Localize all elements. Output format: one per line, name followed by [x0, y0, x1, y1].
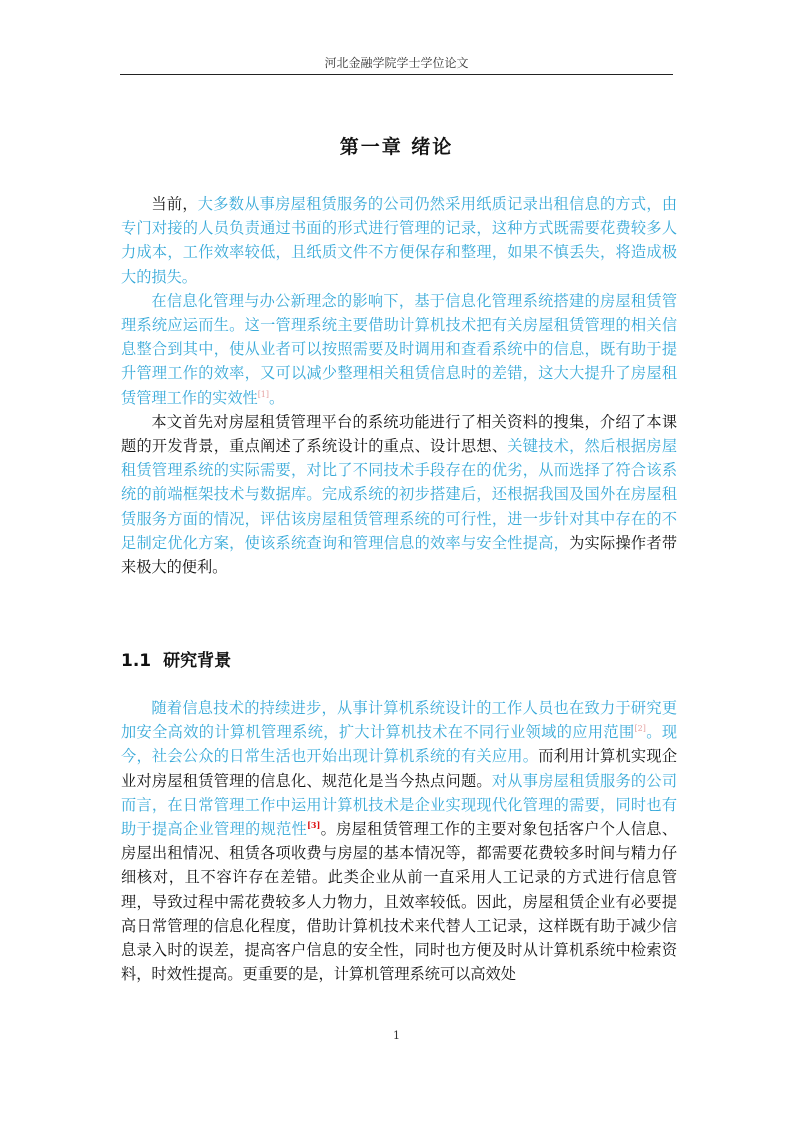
paragraph-text: 。现今，社会公众的日常生活也开始出现计算机系统的有关应用。	[121, 723, 678, 766]
citation-ref[interactable]: [1]	[257, 389, 270, 399]
section-heading	[121, 646, 231, 671]
paragraph-text: 当前，	[151, 195, 198, 213]
paragraph-text: 为实际操作者带来极大的便利。	[121, 533, 678, 577]
section-title: 研究背景	[163, 651, 232, 671]
paragraph	[121, 192, 677, 289]
paragraph	[121, 410, 677, 579]
header-rule	[120, 74, 673, 75]
paragraph-text: 。	[269, 388, 285, 407]
citation-ref[interactable]: [2]	[634, 724, 646, 734]
paragraph	[121, 289, 677, 410]
page-number: 1	[393, 1029, 400, 1042]
paragraph-text: 在信息化管理与办公新理念的影响下，基于信息化管理系统搭建的房屋租赁管理系统应运而生。这一管理系统主要借助计算机技术把有关房屋租赁管理的相关信息整合到其中，使从业者可以按照需要及时调用和查看系统中的信息，既有助于提升管理工作的效率，又可以减少整理相关租赁信息时的差错，这大大提升了房屋租赁管理工作的实效性	[121, 291, 677, 407]
chapter-title: 第一章 绪论	[339, 136, 454, 158]
paragraph-text: 关键技术，然后根据房屋租赁管理系统的实际需要，对比了不同技术手段存在的优劣，从而选择了符合该系统的前端框架技术与数据库。完成系统的初步搭建后，还根据我国及国外在房屋租赁服务方面的情况，评估该房屋租赁管理系统的可行性，进一步针对其中存在的不足制定优化方案，使该系统查询和管理信息的效率与安全性提高，	[121, 437, 678, 552]
paragraph-text: 。房屋租赁管理工作的主要对象包括客户个人信息、房屋出租情况、租赁各项收费与房屋的基本情况等，都需要花费较多时间与精力仔细核对，且不容许存在差错。此类企业从前一直采用人工记录的方式进行信息管理，导致过程中需花费较多人力物力，且效率较低。因此，房屋租赁企业有必要提高日常管理的信息化程度，借助计算机技术来代替人工记录，这样既有助于减少信息录入时的误差，提高客户信息的安全性，同时也方便及时从计算机系统中检索资料，时效性提高。更重要的是，计算机管理系统可以高效处	[121, 820, 678, 984]
citation-ref[interactable]: [3]	[307, 819, 321, 830]
paragraph-text: 对从事房屋租赁服务的公司而言，在日常管理工作中运用计算机技术是企业实现现代化管理的需要，同时也有助于提高企业管理的规范性	[121, 771, 678, 839]
paragraph-text: 本文首先对房屋租赁管理平台的系统功能进行了相关资料的搜集，介绍了本课题的开发背景，重点阐述了系统设计的重点、设计思想、	[121, 412, 677, 456]
paragraph-text: 随着信息技术的持续进步，从事计算机系统设计的工作人员也在致力于研究更加安全高效的计算机管理系统，扩大计算机技术在不同行业领域的应用范围	[121, 699, 677, 742]
paragraph-text: 而利用计算机实现企业对房屋租赁管理的信息化、规范化是当今热点问题。	[121, 747, 678, 790]
paragraph	[121, 696, 677, 986]
section-number: 1.1	[121, 651, 152, 671]
background-section	[121, 696, 677, 986]
running-header: 河北金融学院学士学位论文	[324, 56, 469, 70]
intro-section	[121, 192, 677, 579]
paragraph-text: 大多数从事房屋租赁服务的公司仍然采用纸质记录出租信息的方式，由专门对接的人员负责通过书面的形式进行管理的记录，这种方式既需要花费较多人力成本，工作效率较低，且纸质文件不方便保存和整理，如果不慎丢失，将造成极大的损失。	[121, 195, 678, 286]
